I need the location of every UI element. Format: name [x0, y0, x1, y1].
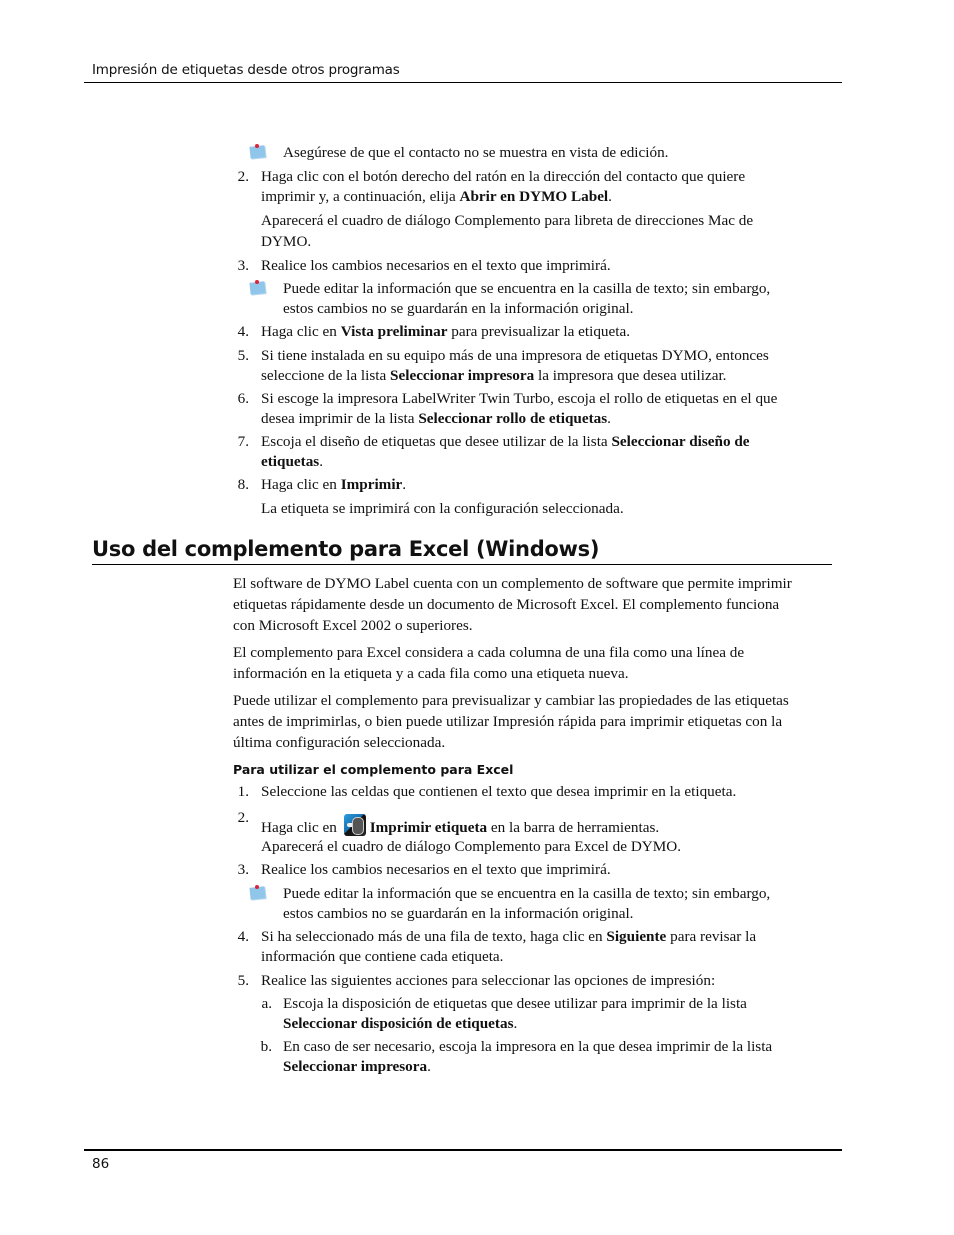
- step-result: Aparecerá el cuadro de diálogo Complemento para Excel de DYMO.: [261, 838, 682, 855]
- header-rule: [84, 82, 842, 83]
- paragraph-line: El software de DYMO Label cuenta con un complemento de software que permite imprimir: [233, 575, 792, 592]
- ui-term: Seleccionar diseño de: [611, 433, 750, 450]
- step-text: seleccione de la lista Seleccionar impresora la impresora que desea utilizar.: [261, 367, 727, 384]
- step-text: Si ha seleccionado más de una fila de texto, haga clic en Siguiente para revisar la: [261, 928, 757, 945]
- paragraph-line: El complemento para Excel considera a cada columna de una fila como una línea de: [233, 644, 745, 661]
- step-text: etiquetas.: [261, 453, 324, 470]
- note-text: Asegúrese de que el contacto no se muestra en vista de edición.: [283, 144, 669, 161]
- running-header: Impresión de etiquetas desde otros programas: [92, 62, 400, 78]
- substep-text: Seleccionar disposición de etiquetas.: [283, 1015, 518, 1032]
- substep-text: Seleccionar impresora.: [283, 1058, 431, 1075]
- step-text: desea imprimir de la lista Seleccionar rollo de etiquetas.: [261, 410, 611, 427]
- step-result: DYMO.: [261, 233, 312, 250]
- step-text: Haga clic en Vista preliminar para previsualizar la etiqueta.: [261, 323, 631, 340]
- ui-term: Imprimir: [340, 476, 403, 493]
- note-text: estos cambios no se guardarán en la información original.: [283, 300, 634, 317]
- step-number: 7.: [237, 433, 249, 450]
- step-number: 3.: [237, 861, 249, 878]
- paragraph-line: última configuración seleccionada.: [233, 734, 446, 751]
- paragraph-line: información en la etiqueta y a cada fila como una etiqueta nueva.: [233, 665, 629, 682]
- step-number: 3.: [237, 257, 249, 274]
- step-number: 2.: [237, 168, 249, 185]
- step-text: Si tiene instalada en su equipo más de una impresora de etiquetas DYMO, entonces: [261, 347, 769, 364]
- step-number: 5.: [237, 347, 249, 364]
- step-result: Aparecerá el cuadro de diálogo Complemento para libreta de direcciones Mac de: [261, 212, 754, 229]
- step-text: Realice los cambios necesarios en el texto que imprimirá.: [261, 257, 611, 274]
- step-text: Escoja el diseño de etiquetas que desee utilizar de la lista Seleccionar diseño de: [261, 433, 750, 450]
- step-text: Haga clic con el botón derecho del ratón en la dirección del contacto que quiere: [261, 168, 746, 185]
- step-number: 6.: [237, 390, 249, 407]
- ui-term: Seleccionar impresora: [283, 1058, 428, 1075]
- ui-term: Vista preliminar: [340, 323, 448, 340]
- step-result: La etiqueta se imprimirá con la configuración seleccionada.: [261, 500, 624, 517]
- page-number: 86: [92, 1156, 110, 1172]
- ui-term: Seleccionar rollo de etiquetas: [418, 410, 608, 427]
- step-number: 4.: [237, 323, 249, 340]
- ui-term: Imprimir etiqueta: [369, 819, 488, 836]
- step-text: información que contiene cada etiqueta.: [261, 948, 504, 965]
- paragraph-line: etiquetas rápidamente desde un documento de Microsoft Excel. El complemento funciona: [233, 596, 780, 613]
- paragraph-line: antes de imprimirlas, o bien puede utilizar Impresión rápida para imprimir etiquetas con la: [233, 713, 783, 730]
- step-number: 1.: [237, 783, 249, 800]
- note-icon: [249, 885, 267, 901]
- procedure-heading: Para utilizar el complemento para Excel: [233, 762, 514, 777]
- step-number: 8.: [237, 476, 249, 493]
- step-text: Realice las siguientes acciones para seleccionar las opciones de impresión:: [261, 972, 716, 989]
- step-text: Si escoge la impresora LabelWriter Twin Turbo, escoja el rollo de etiquetas en el que: [261, 390, 778, 407]
- ui-term: Seleccionar impresora: [390, 367, 535, 384]
- step-text: imprimir y, a continuación, elija Abrir en DYMO Label.: [261, 188, 612, 205]
- ui-term: Siguiente: [606, 928, 667, 945]
- note-icon: [249, 280, 267, 296]
- note-text: estos cambios no se guardarán en la información original.: [283, 905, 634, 922]
- ui-term: etiquetas: [261, 453, 320, 470]
- footer-rule: [84, 1149, 842, 1151]
- section-title: Uso del complemento para Excel (Windows): [92, 537, 600, 561]
- step-text: Seleccione las celdas que contienen el texto que desea imprimir en la etiqueta.: [261, 783, 737, 800]
- paragraph-line: con Microsoft Excel 2002 o superiores.: [233, 617, 473, 634]
- ui-term: Abrir en DYMO Label: [459, 188, 609, 205]
- note-icon: [249, 144, 267, 160]
- note-text: Puede editar la información que se encuentra en la casilla de texto; sin embargo,: [283, 280, 771, 297]
- substep-letter: a.: [261, 995, 272, 1012]
- note-text: Puede editar la información que se encuentra en la casilla de texto; sin embargo,: [283, 885, 771, 902]
- step-number: 5.: [237, 972, 249, 989]
- substep-text: Escoja la disposición de etiquetas que desee utilizar para imprimir de la lista: [283, 995, 747, 1012]
- step-text: Haga clic en Imprimir.: [261, 476, 407, 493]
- step-number: 4.: [237, 928, 249, 945]
- paragraph-line: Puede utilizar el complemento para previsualizar y cambiar las propiedades de las etiquetas: [233, 692, 789, 709]
- step-number: 2.: [237, 809, 249, 826]
- step-text: Haga clic en Imprimir etiqueta en la barra de herramientas.: [261, 814, 659, 838]
- section-rule: [92, 564, 832, 565]
- substep-text: En caso de ser necesario, escoja la impresora en la que desea imprimir de la lista: [283, 1038, 773, 1055]
- ui-term: Seleccionar disposición de etiquetas: [283, 1015, 514, 1032]
- print-label-toolbar-icon: [344, 814, 366, 836]
- substep-letter: b.: [260, 1038, 272, 1055]
- step-text: Realice los cambios necesarios en el texto que imprimirá.: [261, 861, 611, 878]
